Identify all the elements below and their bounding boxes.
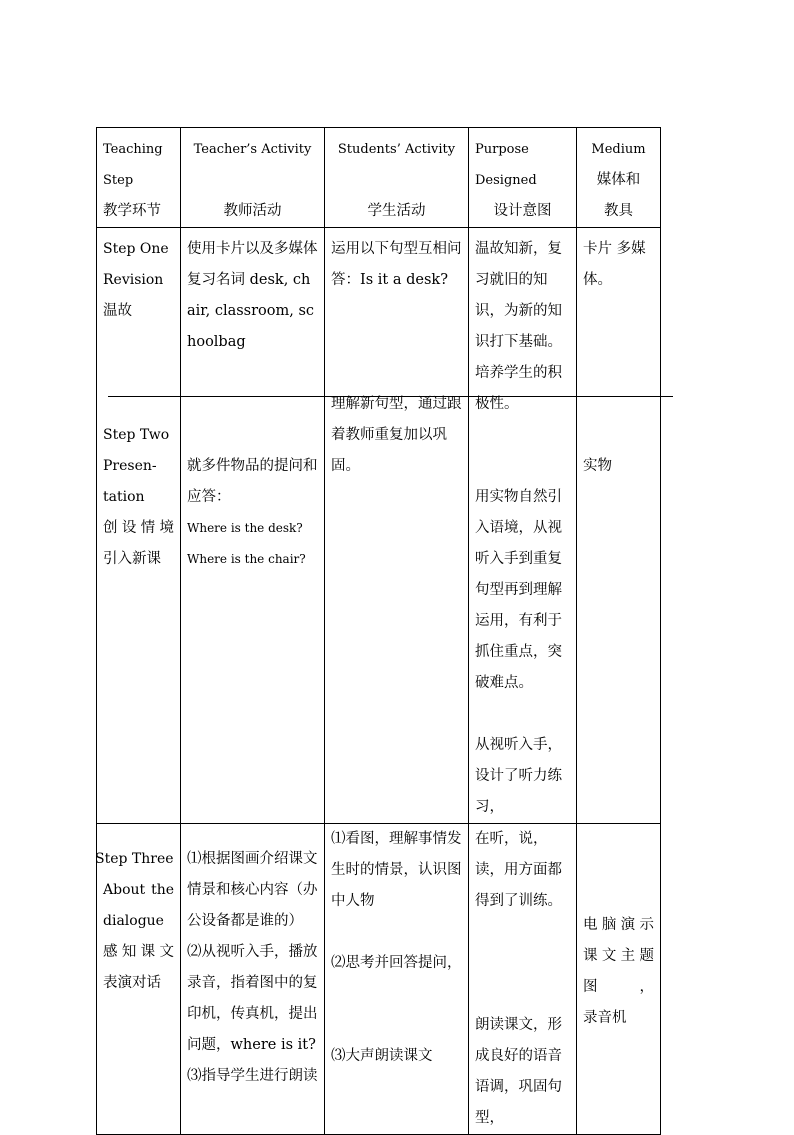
step-cell: Step One Revision 温故 Step Two Presen- tation 创设情境 引入新课 [97,228,181,824]
header-purpose-designed: Purpose Designed 设计意图 [469,128,577,228]
students-activity-cell: 运用以下句型互相问答：Is it a desk? 理解新句型，通过跟着教师重复加以巩固。 [325,228,469,824]
header-students-activity: Students’ Activity 学生活动 [325,128,469,228]
teacher-activity-cell: ⑴根据图画介绍课文情景和核心内容（办公设备都是谁的） ⑵从视听入手，播放录音，指着图中的复印机，传真机，提出问题，where is it? ⑶指导学生进行朗读 [181,824,325,1135]
purpose-cell: 温故知新，复习就旧的知识，为新的知识打下基础。培养学生的积极性。 用实物自然引入语境，从视听入手到重复句型再到理解运用，有利于抓住重点，突破难点。 从视听入手，设计了听力练习， [469,228,577,824]
students-activity-cell: ⑴看图，理解事情发生时的情景，认识图中人物 ⑵思考并回答提问， ⑶大声朗读课文 [325,824,469,1135]
teacher-activity-cell: 使用卡片以及多媒体复习名词 desk, chair, classroom, schoolbag 就多件物品的提问和应答： Where is the desk? Where is the chair? [181,228,325,824]
lesson-plan-table [96,127,661,1135]
header-medium: Medium 媒体和 教具 [577,128,661,228]
table-row [97,824,661,1135]
purpose-cell: 在听，说，读，用方面都得到了训练。 朗读课文，形成良好的语音语调，巩固句型， [469,824,577,1135]
header-row [97,128,661,228]
step-cell: Step Three About the dialogue 感知课文 表演对话 [97,824,181,1135]
table-row [97,228,661,824]
medium-cell: 电脑演示课文主题图， 录音机 [577,824,661,1135]
row-divider-line [108,396,673,397]
header-teaching-step: Teaching Step 教学环节 [97,128,181,228]
medium-cell: 卡片 多媒体。 实物 [577,228,661,824]
header-teacher-activity: Teacher’s Activity 教师活动 [181,128,325,228]
